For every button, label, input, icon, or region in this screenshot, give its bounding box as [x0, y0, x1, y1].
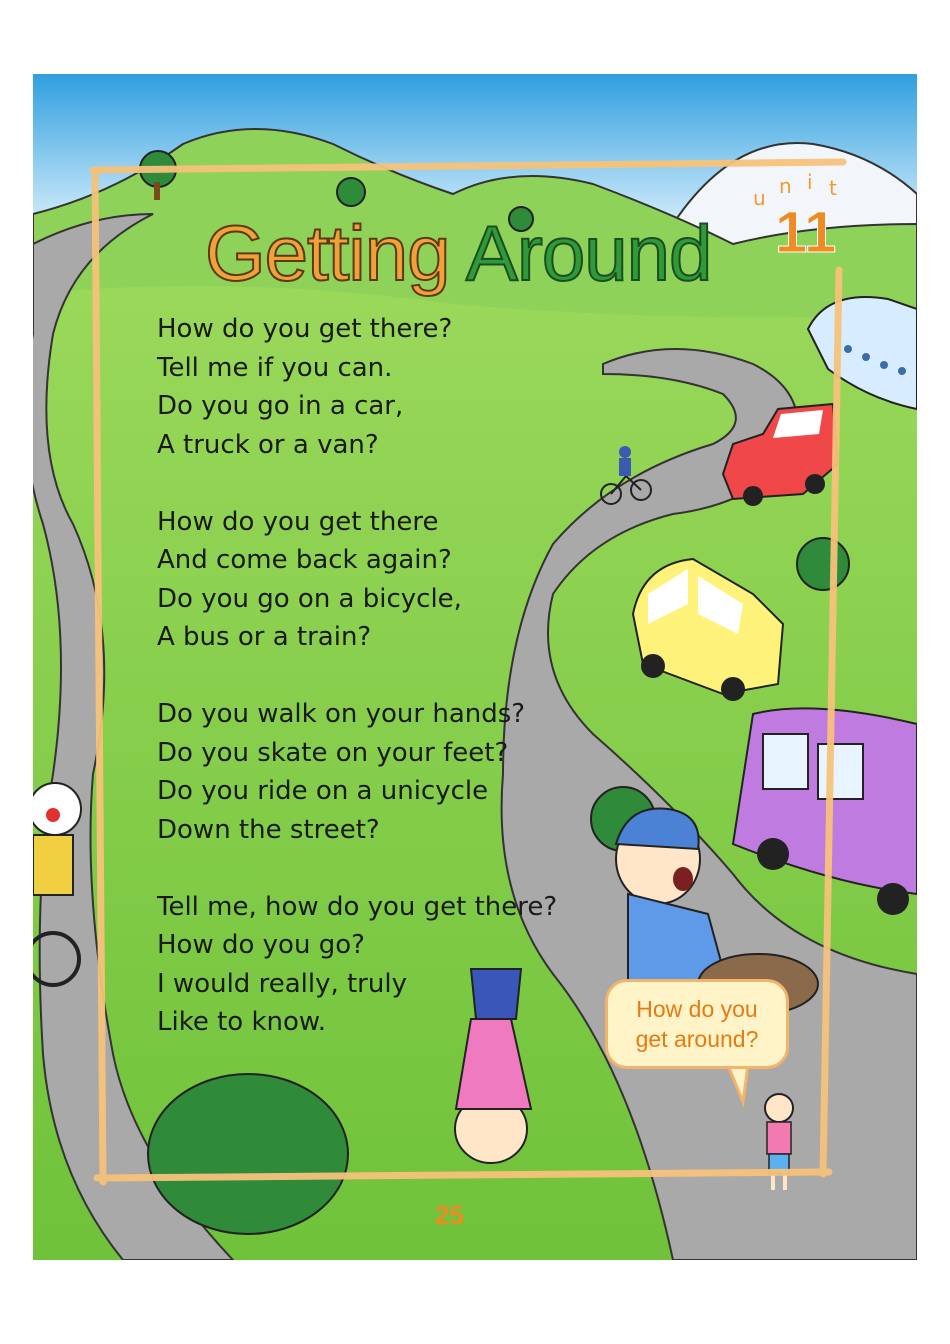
title-word-getting: Getting — [205, 209, 450, 297]
poem-line: Down the street? — [157, 814, 380, 845]
poem-line: Do you go in a car, — [157, 391, 404, 421]
stanza-3 — [157, 695, 657, 849]
speech-bubble — [605, 979, 789, 1069]
title-word-around: Around — [465, 209, 712, 297]
unit-number: 11 — [775, 200, 837, 265]
poem-line: Tell me, how do you get there? — [157, 891, 558, 922]
page-title — [205, 209, 712, 297]
page-number: 25 — [435, 1200, 464, 1230]
poem-line: Do you skate on your feet? — [157, 737, 509, 768]
poem-line: How do you go? — [157, 930, 365, 960]
poem-line: Do you walk on your hands? — [157, 699, 526, 729]
unit-letter-i: i — [807, 170, 813, 194]
poem-line: Do you ride on a unicycle — [157, 776, 489, 806]
unit-letter-u: u — [753, 186, 766, 210]
stanza-1 — [157, 310, 657, 464]
poem-line: Do you go on a bicycle, — [157, 583, 462, 614]
stanza-4 — [157, 888, 657, 1042]
stanza-2 — [157, 503, 657, 657]
unit-letter-t: t — [829, 176, 837, 200]
poem — [157, 310, 657, 1080]
poem-line: I would really, truly — [157, 968, 407, 999]
unit-letter-n: n — [779, 174, 792, 198]
poem-line: A bus or a train? — [157, 622, 372, 652]
speech-bubble-line-1: How do you — [636, 996, 758, 1022]
poem-line: And come back again? — [157, 545, 452, 575]
textbook-page — [33, 74, 917, 1260]
poem-line: A truck or a van? — [157, 429, 379, 460]
poem-line: Like to know. — [157, 1007, 327, 1037]
poem-line: How do you get there — [157, 506, 439, 537]
poem-line: Tell me if you can. — [157, 352, 393, 383]
poem-line: How do you get there? — [157, 314, 453, 344]
bush-bottom-left — [148, 1074, 348, 1234]
speech-bubble-line-2: get around? — [635, 1026, 759, 1052]
